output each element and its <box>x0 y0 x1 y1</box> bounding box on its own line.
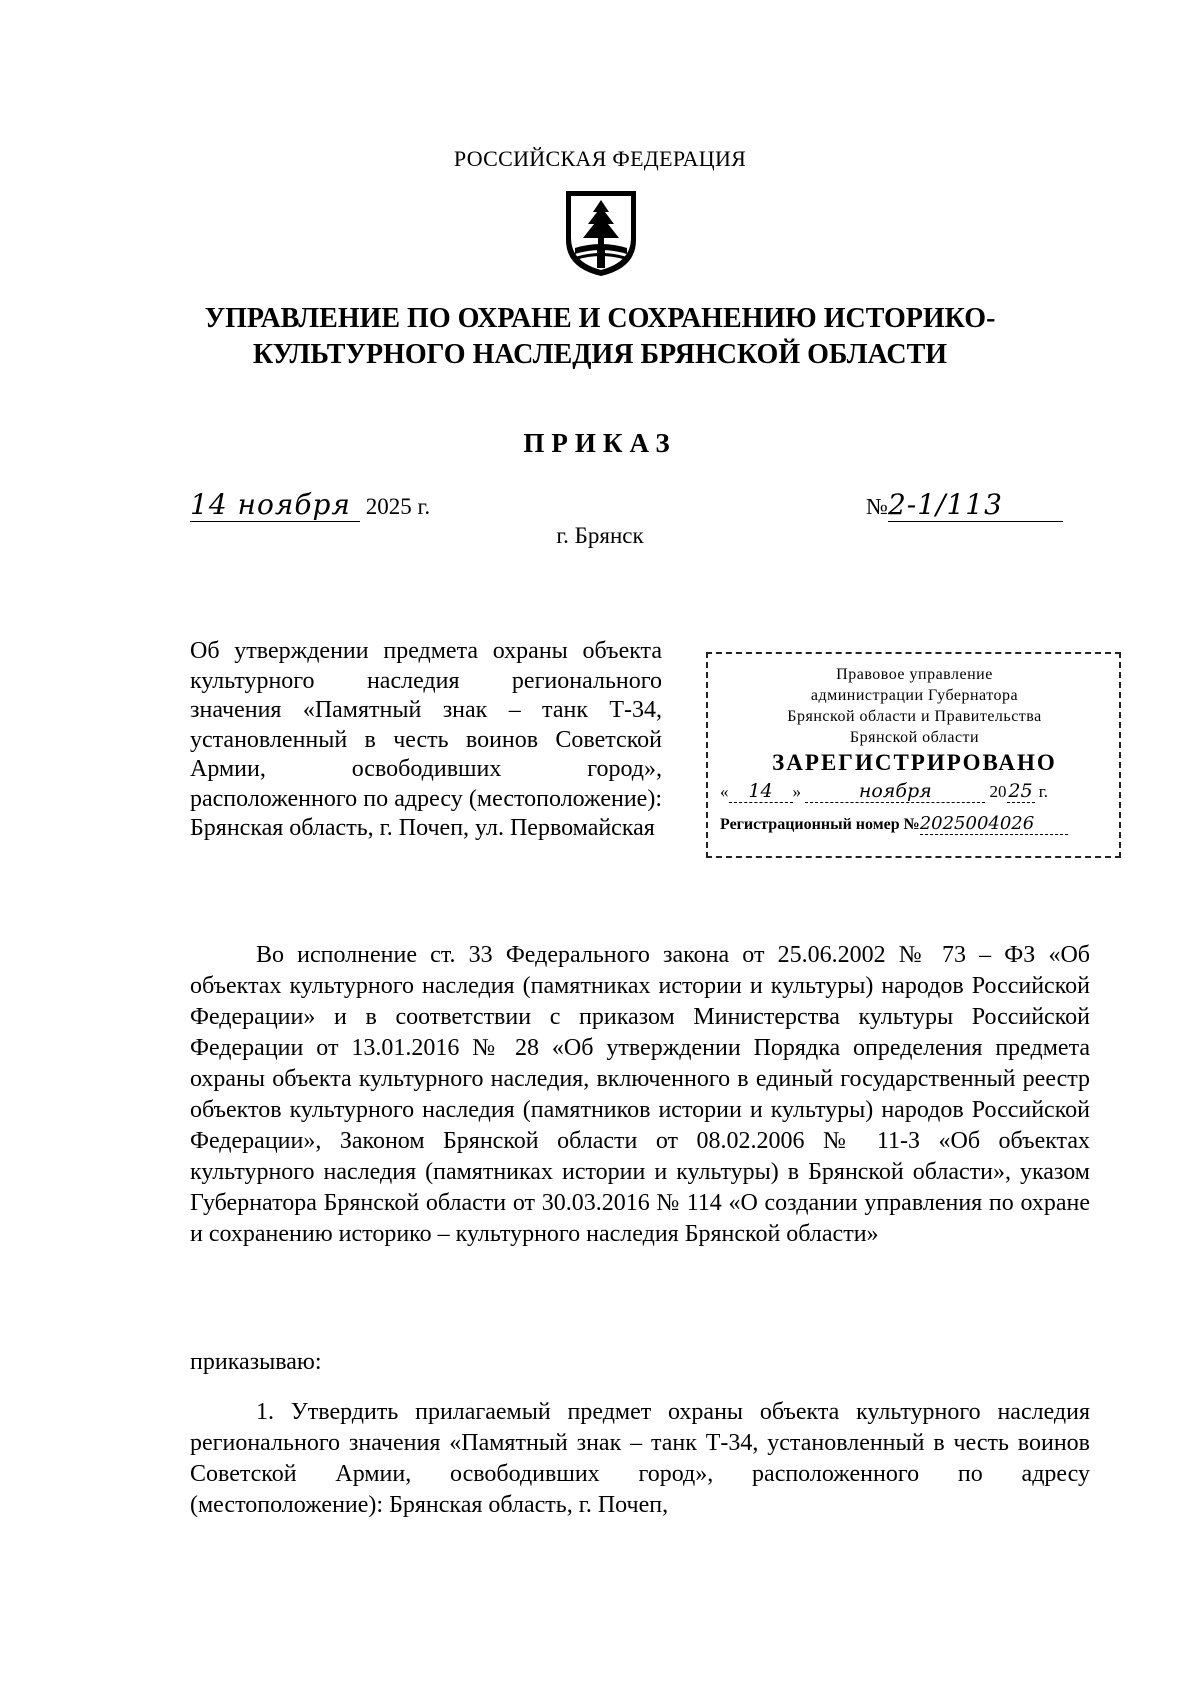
stamp-month: ноября <box>805 781 985 803</box>
agency-name-line-2: КУЛЬТУРНОГО НАСЛЕДИЯ БРЯНСКОЙ ОБЛАСТИ <box>252 339 948 370</box>
order-year: 2025 г. <box>365 494 431 519</box>
order-subject: Об утверждении предмета охраны объекта культурного наследия регионального значения «Памятный знак – танк Т-34, установленный в честь воинов Советской Армии, освободивших город», расположенного по адресу (местоположение): Брянская область, г. Почеп, ул. Первомайская <box>190 638 662 841</box>
stamp-registration-number <box>720 813 1109 835</box>
stamp-year-unit: г. <box>1038 782 1049 801</box>
document-type: ПРИКАЗ <box>523 428 677 458</box>
number-sign: № <box>866 494 888 519</box>
stamp-date: « 14 » ноября 20 25 г. <box>720 780 1049 802</box>
order-item-1: 1. Утвердить прилагаемый предмет охраны объекта культурного наследия регионального значения «Памятный знак – танк Т-34, установленный в честь воинов Советской Армии, освободивших город», расположенного по адресу (местоположение): Брянская область, г. Почеп, <box>190 1399 1090 1518</box>
stamp-regnum-value: 2025004026 <box>920 813 1068 835</box>
agency-name-line-1: УПРАВЛЕНИЕ ПО ОХРАНЕ И СОХРАНЕНИЮ ИСТОРИКО- <box>204 303 996 334</box>
handwritten-number: 2-1/113 <box>888 488 1063 522</box>
stamp-year-prefix: 20 <box>989 782 1007 801</box>
order-city: г. Брянск <box>556 523 644 548</box>
stamp-year-suffix: 25 <box>1008 780 1033 802</box>
stamp-line-3: Брянской области и Правительства <box>787 708 1042 725</box>
stamp-day: 14 <box>729 781 793 803</box>
agency-name <box>150 301 1050 373</box>
bryansk-coat-of-arms-icon <box>563 188 639 278</box>
order-date <box>190 488 430 522</box>
preamble-paragraph: Во исполнение ст. 33 Федерального закона от 25.06.2002 № 73 – ФЗ «Об объектах культурного наследия (памятниках истории и культуры) народов Российской Федерации» и в соответствии с приказом Министерства культуры Российской Федерации от 13.01.2016 № 28 «Об утверждении Порядка определения предмета охраны объекта культурного наследия, включенного в единый государственный реестр объектов культурного наследия (памятников истории и культуры) народов Российской Федерации», Законом Брянской области от 08.02.2006 № 11-З «Об объектах культурного наследия (памятниках истории и культуры) в Брянской области», указом Губернатора Брянской области от 30.03.2016 № 114 «О создании управления по охране и сохранению историко – культурного наследия Брянской области» <box>190 942 1090 1247</box>
stamp-regnum-label: Регистрационный номер № <box>720 816 920 833</box>
registration-stamp <box>706 652 1121 858</box>
stamp-line-1: Правовое управление <box>836 666 993 683</box>
order-number <box>866 488 1063 522</box>
country-name: РОССИЙСКАЯ ФЕДЕРАЦИЯ <box>453 146 747 171</box>
stamp-registered: ЗАРЕГИСТРИРОВАНО <box>772 750 1057 775</box>
stamp-line-4: Брянской области <box>849 729 980 746</box>
handwritten-date: 14 ноября <box>190 488 360 522</box>
order-word: приказываю: <box>190 1349 322 1375</box>
stamp-line-2: администрации Губернатора <box>810 687 1019 704</box>
